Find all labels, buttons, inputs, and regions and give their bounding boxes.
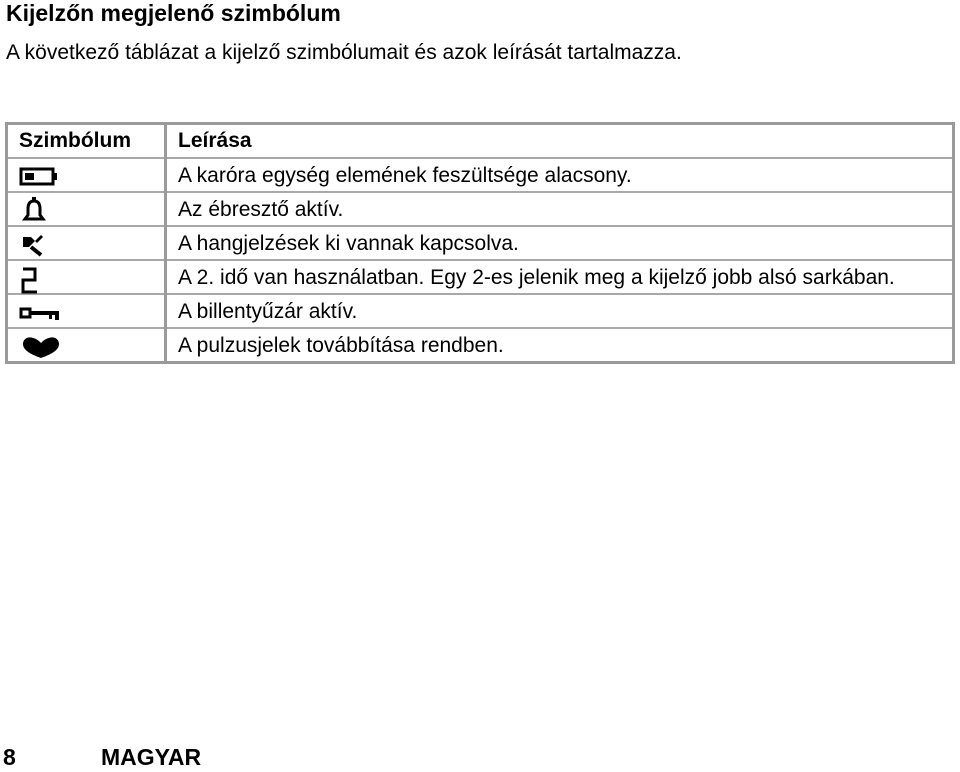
sound-off-icon (19, 231, 59, 259)
page-number: 8 (3, 744, 16, 770)
table-header-row (7, 124, 954, 159)
symbol-table (5, 122, 955, 364)
header-symbol: Szimbólum (7, 124, 166, 159)
table-row (7, 260, 954, 294)
row-description: A billentyűzár aktív. (166, 294, 954, 328)
footer-language: MAGYAR (101, 744, 202, 770)
row-description: A karóra egység elemének feszültsége alacsony. (166, 158, 954, 192)
time-2-icon (19, 265, 59, 293)
row-description: Az ébresztő aktív. (166, 192, 954, 226)
battery-low-icon (19, 163, 59, 191)
page-title: Kijelzőn megjelenő szimbólum (6, 0, 341, 26)
header-description: Leírása (178, 129, 252, 152)
heart-icon (19, 333, 59, 361)
table-row (7, 294, 954, 328)
table-row (7, 328, 954, 363)
row-description: A pulzusjelek továbbítása rendben. (166, 328, 954, 363)
table-row (7, 192, 954, 226)
intro-text: A következő táblázat a kijelző szimbólumait és azok leírását tartalmazza. (6, 41, 682, 64)
table-row (7, 226, 954, 260)
row-description: A 2. idő van használatban. Egy 2-es jelenik meg a kijelző jobb alsó sarkában. (166, 260, 954, 294)
alarm-bell-icon (19, 197, 59, 225)
key-icon (19, 299, 59, 327)
table-row (7, 158, 954, 192)
row-description: A hangjelzések ki vannak kapcsolva. (166, 226, 954, 260)
